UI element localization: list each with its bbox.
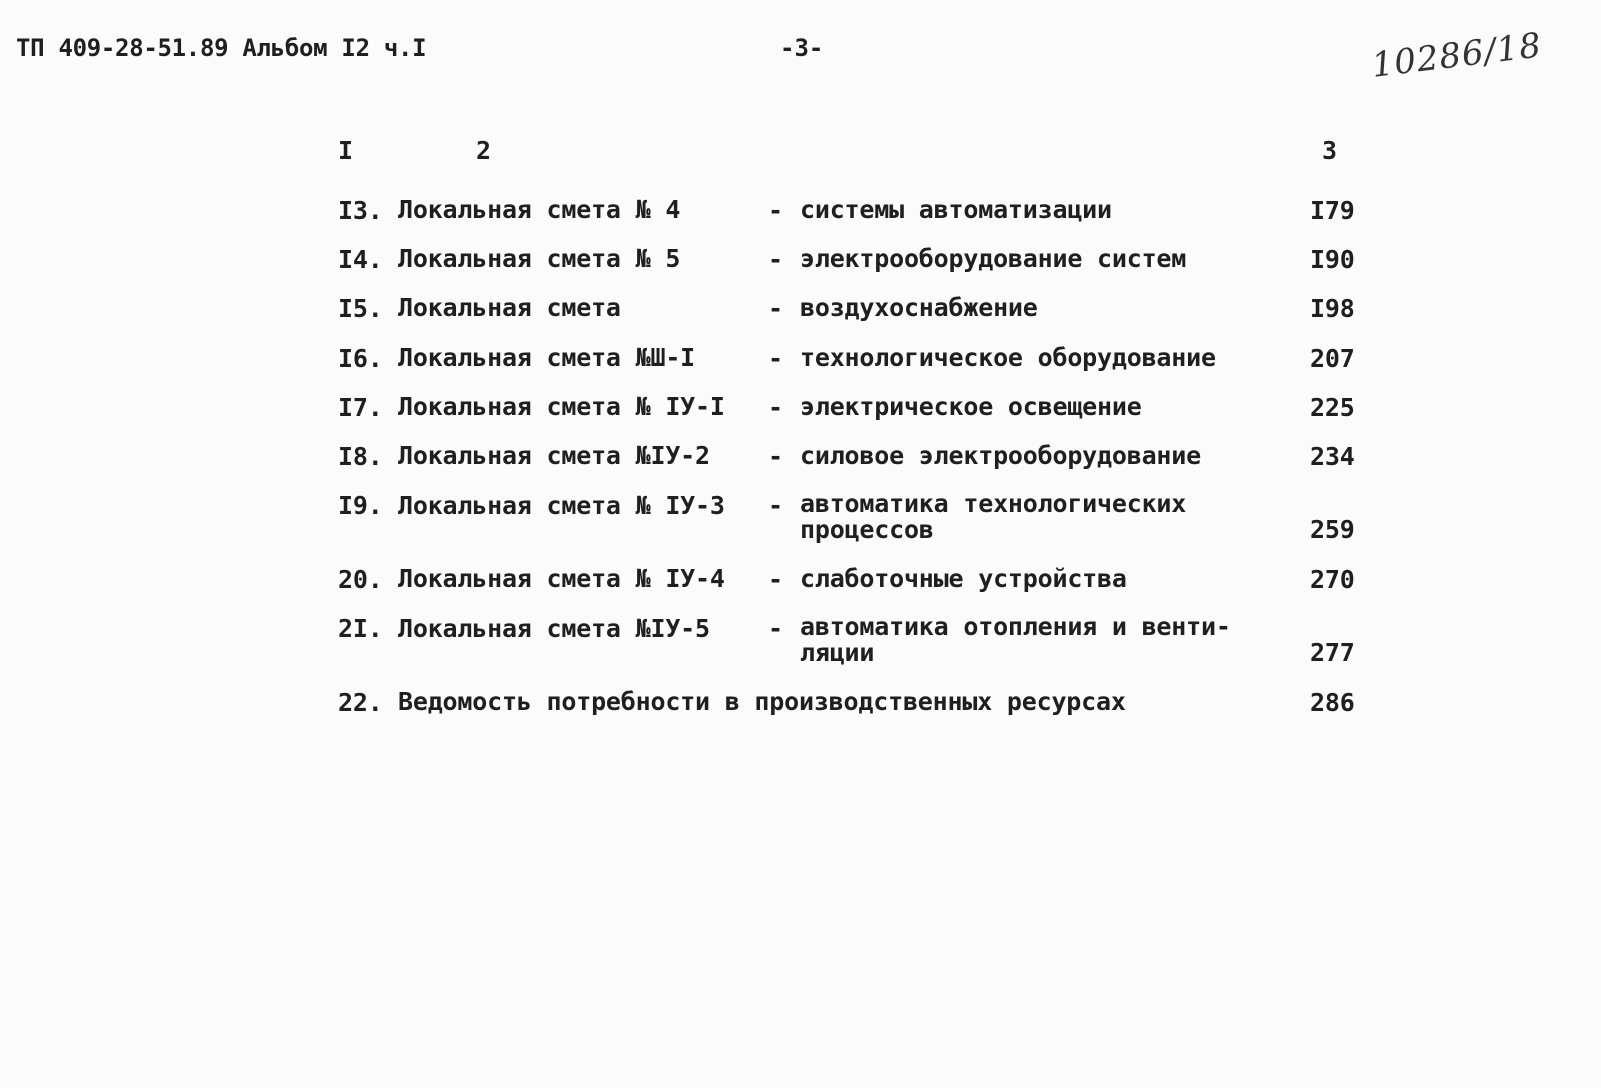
- handwritten-archive-number: 10286/18: [1369, 25, 1545, 86]
- row-page: I79: [1310, 196, 1355, 225]
- row-number: I7.: [338, 393, 383, 422]
- row-description: силовое электрооборудование: [800, 441, 1201, 470]
- row-title: Локальная смета №IУ-5: [398, 614, 710, 643]
- row-page: 225: [1310, 393, 1355, 422]
- row-page: 270: [1310, 565, 1355, 594]
- row-title: Локальная смета № 4: [398, 195, 681, 224]
- row-dash: -: [768, 344, 783, 373]
- row-number: I4.: [338, 245, 383, 274]
- row-number: I8.: [338, 442, 383, 471]
- row-title: Локальная смета № 5: [398, 244, 681, 273]
- row-description: автоматика технологических процессов: [800, 489, 1187, 544]
- row-number: 20.: [338, 565, 383, 594]
- row-dash: -: [768, 393, 783, 422]
- row-dash: -: [768, 614, 783, 643]
- column-header-2: 2: [476, 136, 491, 165]
- row-page: 277: [1310, 638, 1355, 667]
- row-title: Локальная смета №Ш-I: [398, 343, 696, 372]
- row-page: 207: [1310, 344, 1355, 373]
- row-page: I90: [1310, 245, 1355, 274]
- row-dash: -: [768, 565, 783, 594]
- row-description: электрооборудование систем: [800, 244, 1187, 273]
- row-title: Локальная смета № IУ-3: [398, 491, 725, 520]
- row-number: I9.: [338, 491, 383, 520]
- row-number: I3.: [338, 196, 383, 225]
- row-page: 286: [1310, 688, 1355, 717]
- row-dash: -: [768, 491, 783, 520]
- page-number: -3-: [780, 34, 824, 62]
- row-page: I98: [1310, 294, 1355, 323]
- row-dash: -: [768, 442, 783, 471]
- row-description: слаботочные устройства: [800, 564, 1127, 593]
- row-description: автоматика отопления и венти-ляции: [800, 612, 1231, 667]
- document-code-header: ТП 409-28-51.89 Альбом I2 ч.I: [16, 34, 427, 62]
- row-number: I6.: [338, 344, 383, 373]
- column-header-1: I: [338, 136, 353, 165]
- row-description: технологическое оборудование: [800, 343, 1216, 372]
- row-dash: -: [768, 196, 783, 225]
- row-dash: -: [768, 294, 783, 323]
- row-description: системы автоматизации: [800, 195, 1112, 224]
- row-title: Ведомость потребности в производственных ресурсах: [398, 687, 1126, 716]
- row-number: 2I.: [338, 614, 383, 643]
- row-number: 22.: [338, 688, 383, 717]
- row-description: электрическое освещение: [800, 392, 1142, 421]
- row-dash: -: [768, 245, 783, 274]
- row-title: Локальная смета № IУ-4: [398, 564, 725, 593]
- row-title: Локальная смета № IУ-I: [398, 392, 725, 421]
- row-number: I5.: [338, 294, 383, 323]
- row-page: 234: [1310, 442, 1355, 471]
- row-page: 259: [1310, 515, 1355, 544]
- row-title: Локальная смета: [398, 293, 621, 322]
- column-header-3: 3: [1322, 136, 1337, 165]
- row-title: Локальная смета №IУ-2: [398, 441, 710, 470]
- row-description: воздухоснабжение: [800, 293, 1038, 322]
